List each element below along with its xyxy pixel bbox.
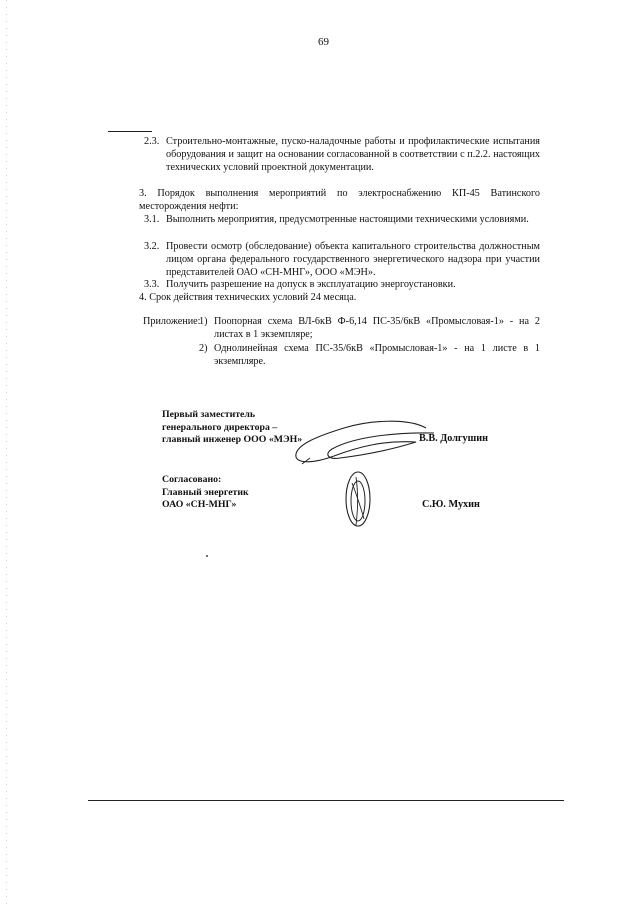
item-text: 3. Порядок выполнения мероприятий по электроснабжению КП-45 Ватинского месторождения нефти: (139, 188, 540, 212)
item-3-2 (144, 240, 540, 279)
item-text: Выполнить мероприятия, предусмотренные настоящими техническими условиями. (166, 214, 529, 225)
appendix-item-1 (199, 315, 540, 341)
appendix-label: Приложение: (143, 316, 201, 327)
item-3 (139, 187, 540, 213)
handwritten-signature-2 (338, 465, 378, 535)
page-number: 69 (318, 36, 329, 48)
signatory-2-name: С.Ю. Мухин (422, 499, 480, 510)
signatory-1-line-3: главный инженер ООО «МЭН» (162, 434, 303, 445)
bottom-rule (88, 800, 564, 801)
appendix-text: Однолинейная схема ПС-35/6кВ «Промысловая-1» - на 1 листе в 1 экземпляре. (214, 343, 540, 367)
appendix-text: Поопорная схема ВЛ-6кВ Ф-6,14 ПС-35/6кВ «Промысловая-1» - на 2 листах в 1 экземпляре; (214, 316, 540, 340)
item-2-3 (144, 135, 540, 174)
signatory-1-name: В.В. Долгушин (419, 433, 488, 444)
item-4 (139, 291, 540, 304)
scan-speck (206, 555, 208, 557)
item-text: Строительно-монтажные, пуско-наладочные работы и профилактические испытания оборудования и защит на основании согласованной в соответствии с п.2.2. настоящих технических условий проектной документации. (166, 136, 540, 173)
approval-label: Согласовано: (162, 474, 222, 485)
signatory-1-line-1: Первый заместитель (162, 409, 256, 420)
item-number: 3.2. (144, 241, 160, 252)
item-text: Получить разрешение на допуск в эксплуатацию энергоустановки. (166, 279, 456, 290)
signatory-1-title (162, 409, 302, 447)
signatory-1-line-2: генерального директора – (162, 421, 278, 433)
signatory-2-title (162, 474, 249, 512)
signatory-2-line-1: Главный энергетик (162, 486, 249, 498)
footnote-separator (108, 131, 152, 132)
handwritten-signature-1 (288, 414, 438, 470)
item-text: Провести осмотр (обследование) объекта капитального строительства должностным лицом органа федерального государственного энергетического надзора при участии представителей ОАО «СН-МНГ», ООО «МЭН». (166, 241, 540, 278)
appendix-item-2 (199, 342, 540, 368)
item-3-1 (144, 213, 540, 226)
signatory-2-line-2: ОАО «СН-МНГ» (162, 499, 237, 510)
appendix-number: 2) (199, 343, 208, 354)
item-text: 4. Срок действия технических условий 24 месяца. (139, 292, 357, 303)
item-3-3 (144, 278, 540, 291)
item-number: 2.3. (144, 136, 160, 147)
scan-edge (6, 0, 7, 905)
item-number: 3.3. (144, 279, 160, 290)
item-number: 3.1. (144, 214, 160, 225)
appendix-number: 1) (199, 316, 208, 327)
